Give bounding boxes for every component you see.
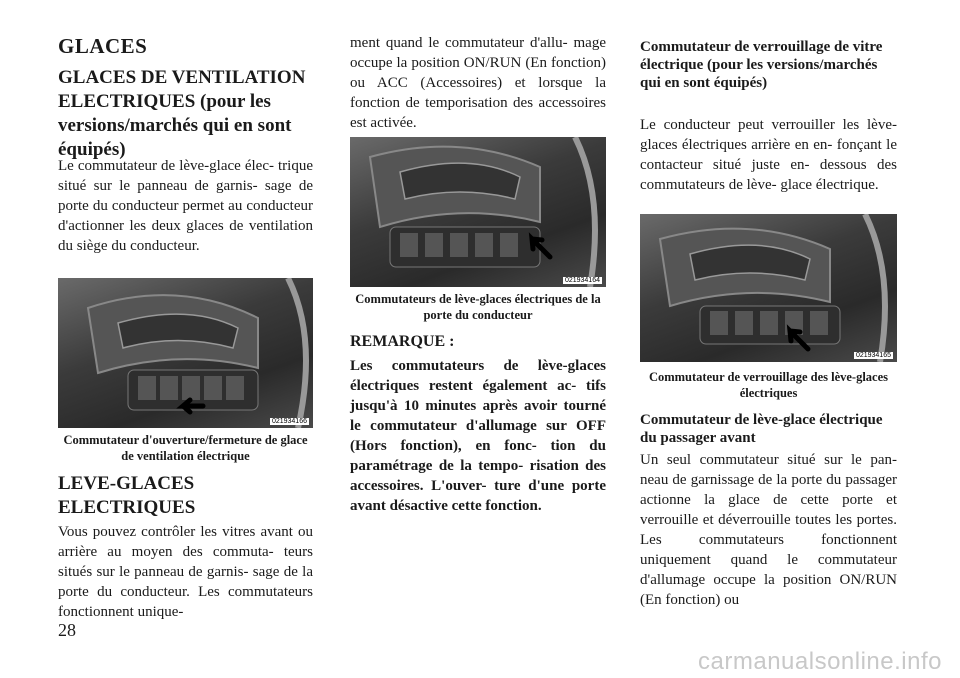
image-code: 021934164 [564, 277, 600, 284]
section-body-passenger: Un seul commutateur situé sur le pan- neau de garnissage de la porte du passager actionne la glace de cette porte et verrouille et déverrouille toutes les portes. Les commutateurs fonctionnent uniquement quand le commutateur d'allumage occupe la position ON/RUN (En fonction) ou [640, 452, 897, 608]
section-body-continued: ment quand le commutateur d'allu- mage occupe la position ON/RUN (En fonction) ou ACC (Accessoires) et lorsque la fonction de temporisation des accessoires est activée. [350, 35, 606, 131]
door-panel-illustration [640, 214, 897, 362]
section-body-power-windows: Vous pouvez contrôler les vitres avant ou arrière au moyen des commuta- teurs situés sur le panneau de garnis- sage de la porte du conducteur. Les commutateurs fonctionnent unique- [58, 524, 313, 620]
vent-window-switch-photo [58, 278, 313, 428]
section-heading-window-lock: Commutateur de verrouillage de vitre électrique (pour les versions/marchés qui en sont équipés) [640, 39, 883, 91]
figure-caption-driver-switches: Commutateurs de lève-glaces électriques de la porte du conducteur [355, 292, 601, 322]
driver-door-switches-photo [350, 137, 606, 287]
section-heading-ventilation: GLACES DE VENTILATION ELECTRIQUES (pour les versions/marchés qui en sont équipés) [58, 67, 306, 160]
image-code: 021934166 [271, 418, 307, 425]
watermark: carmanualsonline.info [698, 648, 942, 675]
door-panel-illustration [58, 278, 313, 428]
figure-caption-ventilation: Commutateur d'ouverture/fermeture de glace de ventilation électrique [63, 433, 308, 463]
window-lock-switch-photo [640, 214, 897, 362]
section-heading-passenger: Commutateur de lève-glace électrique du passager avant [640, 412, 883, 446]
note-body: Les commutateurs de lève-glaces électriques restent également ac- tifs jusqu'à 10 minutes après avoir tourné le commutateur d'allumage sur OFF (Hors fonction), en fonc- tion du paramétrage de la tempo- risation des accessoires. L'ouver- ture d'une porte avant désactive cette fonction. [350, 358, 606, 514]
figure-caption-window-lock: Commutateur de verrouillage des lève-glaces électriques [648, 370, 889, 400]
section-heading-power-windows: LEVE-GLACES ELECTRIQUES [58, 473, 196, 518]
section-body-ventilation: Le commutateur de lève-glace élec- trique situé sur le panneau de garnis- sage de porte du conducteur permet au conducteur d'actionner les deux glaces de ventilation du siège du conducteur. [58, 158, 313, 254]
section-body-window-lock: Le conducteur peut verrouiller les lève-glaces électriques arrière en en- fonçant le contacteur situé juste en- dessous des commutateurs de lève- glace électrique. [640, 117, 897, 193]
page-title: GLACES [58, 34, 148, 58]
door-panel-illustration [350, 137, 606, 287]
image-code: 021934165 [855, 352, 891, 359]
note-heading: REMARQUE : [350, 333, 455, 350]
page-number: 28 [58, 620, 76, 640]
